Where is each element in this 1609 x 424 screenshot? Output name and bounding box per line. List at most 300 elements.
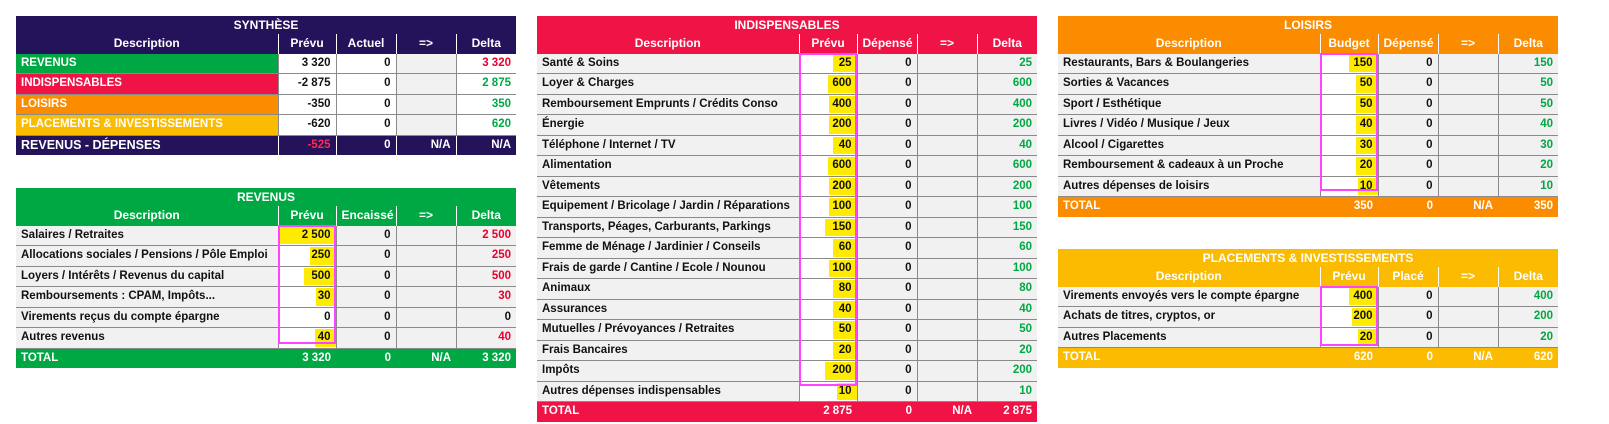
placements-row-actuel[interactable]: 0 (1378, 307, 1438, 328)
indispensables-row-prevu-value: 100 (832, 200, 852, 212)
loisirs-row-actuel[interactable]: 0 (1378, 135, 1438, 156)
synthese-actuel[interactable]: 0 (336, 74, 396, 95)
indispensables-row-prevu[interactable] (799, 238, 857, 259)
placements-row (1058, 307, 1558, 328)
synthese-delta[interactable]: 350 (456, 94, 516, 115)
indispensables-row-actuel[interactable]: 0 (857, 279, 917, 300)
indispensables-row-arrow[interactable] (917, 74, 977, 95)
loisirs-row-prevu[interactable] (1320, 156, 1378, 177)
loisirs-row-actuel[interactable]: 0 (1378, 74, 1438, 95)
revenus-row-actuel[interactable]: 0 (336, 287, 396, 308)
placements-row (1058, 327, 1558, 348)
indispensables-row-prevu[interactable] (799, 320, 857, 341)
indispensables-row-actuel[interactable]: 0 (857, 381, 917, 402)
indispensables-row (537, 217, 1037, 238)
loisirs-row-actuel[interactable]: 0 (1378, 54, 1438, 74)
placements-header-prevu: Prévu (1320, 267, 1378, 287)
loisirs-table (1058, 16, 1558, 217)
indispensables-row-prevu[interactable] (799, 176, 857, 197)
indispensables-row-label[interactable]: Animaux (537, 279, 799, 300)
indispensables-row-delta[interactable]: 60 (977, 238, 1037, 259)
revenus-row-arrow[interactable] (396, 328, 456, 349)
synthese-delta[interactable]: 2 875 (456, 74, 516, 95)
revenus-row-actuel[interactable]: 0 (336, 266, 396, 287)
indispensables-row-prevu-value: 200 (832, 118, 852, 130)
loisirs-row-arrow[interactable] (1438, 115, 1498, 136)
indispensables-row (537, 54, 1037, 74)
indispensables-row-prevu-value: 25 (838, 56, 852, 69)
synthese-label-revenus[interactable]: REVENUS (16, 54, 278, 74)
revenus-row-label[interactable]: Allocations sociales / Pensions / Pôle Emploi (16, 246, 278, 267)
indispensables-row-prevu-value: 10 (838, 384, 852, 397)
indispensables-row-actuel[interactable]: 0 (857, 197, 917, 218)
revenus-row-arrow[interactable] (396, 226, 456, 246)
revenus-row-arrow[interactable] (396, 246, 456, 267)
indispensables-row-actuel[interactable]: 0 (857, 156, 917, 177)
synthese-row-indispensables (16, 74, 516, 95)
indispensables-row-label[interactable]: Impôts (537, 361, 799, 382)
revenus-header-prevu: Prévu (278, 206, 336, 226)
indispensables-row (537, 238, 1037, 259)
indispensables-row-label[interactable]: Equipement / Bricolage / Jardin / Réparations (537, 197, 799, 218)
loisirs-row-delta[interactable]: 50 (1498, 74, 1558, 95)
indispensables-row-delta[interactable]: 200 (977, 176, 1037, 197)
indispensables-row-delta[interactable]: 100 (977, 197, 1037, 218)
placements-row-prevu[interactable] (1320, 307, 1378, 328)
indispensables-row-delta[interactable]: 150 (977, 217, 1037, 238)
placements-total-prevu: 620 (1353, 351, 1373, 363)
indispensables-row-prevu-value: 100 (832, 261, 852, 274)
revenus-row-prevu-value: 500 (311, 269, 331, 282)
indispensables-row-label[interactable]: Téléphone / Internet / TV (537, 135, 799, 156)
placements-row-delta[interactable]: 400 (1498, 287, 1558, 307)
synthese-row-balance (16, 135, 516, 155)
revenus-row (16, 226, 516, 246)
indispensables-row-prevu-value: 200 (832, 179, 852, 192)
indispensables-row-label[interactable]: Énergie (537, 115, 799, 136)
revenus-row-delta[interactable]: 30 (456, 287, 516, 308)
loisirs-row-delta[interactable]: 30 (1498, 135, 1558, 156)
indispensables-row (537, 197, 1037, 218)
loisirs-row-prevu[interactable] (1320, 115, 1378, 136)
loisirs-row (1058, 94, 1558, 115)
loisirs-row-prevu-value: 20 (1359, 159, 1373, 171)
loisirs-row-prevu[interactable] (1320, 94, 1378, 115)
loisirs-row-label[interactable]: Alcool / Cigarettes (1058, 135, 1320, 156)
indispensables-row-actuel[interactable]: 0 (857, 340, 917, 361)
placements-row-arrow[interactable] (1438, 327, 1498, 348)
loisirs-row (1058, 74, 1558, 95)
loisirs-row-prevu-value: 10 (1359, 179, 1373, 192)
indispensables-row-label[interactable]: Vêtements (537, 176, 799, 197)
placements-row-prevu[interactable] (1320, 327, 1378, 348)
indispensables-row-arrow[interactable] (917, 279, 977, 300)
indispensables-row-prevu[interactable] (799, 135, 857, 156)
placements-row-delta[interactable]: 20 (1498, 327, 1558, 348)
indispensables-row (537, 156, 1037, 177)
revenus-row-prevu-value: 0 (324, 310, 331, 323)
indispensables-row-actuel[interactable]: 0 (857, 176, 917, 197)
loisirs-row-label[interactable]: Autres dépenses de loisirs (1058, 176, 1320, 197)
revenus-row-actuel[interactable]: 0 (336, 307, 396, 328)
indispensables-row-label[interactable]: Femme de Ménage / Jardinier / Conseils (537, 238, 799, 259)
indispensables-row-delta[interactable]: 80 (977, 279, 1037, 300)
indispensables-row-label[interactable]: Loyer & Charges (537, 74, 799, 95)
loisirs-row-prevu-value: 150 (1353, 56, 1373, 69)
loisirs-row-label[interactable]: Livres / Vidéo / Musique / Jeux (1058, 115, 1320, 136)
indispensables-total-actuel: 0 (905, 405, 912, 417)
indispensables-row-prevu-value: 80 (838, 282, 852, 294)
revenus-total-delta: 3 320 (482, 351, 511, 364)
loisirs-row-delta[interactable]: 50 (1498, 94, 1558, 115)
synthese-delta[interactable]: 3 320 (456, 54, 516, 74)
indispensables-total-label: TOTAL (542, 405, 580, 417)
indispensables-row-arrow[interactable] (917, 217, 977, 238)
indispensables-row-prevu[interactable] (799, 340, 857, 361)
indispensables-row-prevu[interactable] (799, 94, 857, 115)
indispensables-row-prevu[interactable] (799, 299, 857, 320)
indispensables-row-arrow[interactable] (917, 115, 977, 136)
indispensables-row-actuel[interactable]: 0 (857, 299, 917, 320)
indispensables-row-delta[interactable]: 200 (977, 115, 1037, 136)
synthese-header-description: Description (16, 34, 278, 54)
synthese-table (16, 16, 516, 155)
revenus-row-prevu[interactable] (278, 307, 336, 328)
revenus-row-prevu[interactable] (278, 266, 336, 287)
indispensables-row (537, 340, 1037, 361)
synthese-balance-prevu[interactable]: -525 (278, 135, 336, 155)
revenus-row-actuel[interactable]: 0 (336, 246, 396, 267)
synthese-arrow[interactable] (396, 94, 456, 115)
indispensables-row-actuel[interactable]: 0 (857, 238, 917, 259)
placements-total-row (1058, 348, 1558, 368)
revenus-row-prevu-value: 2 500 (301, 228, 331, 241)
placements-row-actuel[interactable]: 0 (1378, 287, 1438, 307)
revenus-row-delta[interactable]: 0 (456, 307, 516, 328)
indispensables-row-arrow[interactable] (917, 299, 977, 320)
placements-row-arrow[interactable] (1438, 287, 1498, 307)
indispensables-row-prevu-value: 40 (838, 138, 852, 151)
synthese-prevu[interactable]: 3 320 (278, 54, 336, 74)
indispensables-total-arrow: N/A (952, 405, 972, 417)
revenus-row (16, 307, 516, 328)
indispensables-row-actuel[interactable]: 0 (857, 74, 917, 95)
loisirs-header-delta: Delta (1498, 34, 1558, 54)
synthese-header-delta: Delta (456, 34, 516, 54)
synthese-arrow[interactable] (396, 54, 456, 74)
loisirs-row-arrow[interactable] (1438, 94, 1498, 115)
indispensables-row-actuel[interactable]: 0 (857, 94, 917, 115)
loisirs-row (1058, 156, 1558, 177)
indispensables-row-delta[interactable]: 40 (977, 135, 1037, 156)
synthese-header-arrow: => (396, 34, 456, 54)
revenus-row-prevu[interactable] (278, 287, 336, 308)
loisirs-row-label[interactable]: Sport / Esthétique (1058, 94, 1320, 115)
revenus-row-prevu[interactable] (278, 246, 336, 267)
revenus-row-delta[interactable]: 2 500 (456, 226, 516, 246)
revenus-row-prevu-value: 250 (311, 249, 331, 261)
loisirs-row-prevu-value: 50 (1359, 97, 1373, 110)
indispensables-row (537, 381, 1037, 402)
indispensables-row-prevu-value: 40 (838, 302, 852, 315)
loisirs-header-arrow: => (1438, 34, 1498, 54)
synthese-header-actuel: Actuel (336, 34, 396, 54)
indispensables-row-delta[interactable]: 100 (977, 258, 1037, 279)
indispensables-title: INDISPENSABLES (537, 16, 1037, 34)
placements-row-delta[interactable]: 200 (1498, 307, 1558, 328)
indispensables-row-delta[interactable]: 400 (977, 94, 1037, 115)
loisirs-total-actuel: 0 (1426, 200, 1433, 212)
indispensables-row-prevu[interactable] (799, 258, 857, 279)
placements-header-description: Description (1155, 269, 1222, 283)
indispensables-row-delta[interactable]: 40 (977, 299, 1037, 320)
placements-row-prevu-value: 200 (1353, 310, 1373, 322)
loisirs-row-delta[interactable]: 10 (1498, 176, 1558, 197)
indispensables-row-arrow[interactable] (917, 197, 977, 218)
indispensables-total-prevu: 2 875 (823, 405, 852, 417)
indispensables-row-actuel[interactable]: 0 (857, 135, 917, 156)
loisirs-row-actuel[interactable]: 0 (1378, 156, 1438, 177)
loisirs-row-arrow[interactable] (1438, 135, 1498, 156)
indispensables-row (537, 176, 1037, 197)
synthese-label-placements[interactable]: PLACEMENTS & INVESTISSEMENTS (16, 115, 278, 136)
loisirs-row-delta[interactable]: 150 (1498, 54, 1558, 74)
indispensables-row (537, 94, 1037, 115)
indispensables-row-arrow[interactable] (917, 258, 977, 279)
synthese-prevu[interactable]: -350 (278, 94, 336, 115)
revenus-row (16, 287, 516, 308)
synthese-arrow[interactable] (396, 115, 456, 136)
placements-row-label[interactable]: Virements envoyés vers le compte épargne (1058, 287, 1320, 307)
loisirs-row-prevu[interactable] (1320, 74, 1378, 95)
placements-row-prevu-value: 400 (1353, 289, 1373, 302)
indispensables-row-label[interactable]: Frais de garde / Cantine / Ecole / Nounou (537, 258, 799, 279)
synthese-actuel[interactable]: 0 (336, 115, 396, 136)
indispensables-row-label[interactable]: Assurances (537, 299, 799, 320)
indispensables-row-actuel[interactable]: 0 (857, 320, 917, 341)
indispensables-row-prevu-value: 60 (838, 241, 852, 253)
indispensables-row-actuel[interactable]: 0 (857, 54, 917, 74)
loisirs-row-prevu-value: 30 (1359, 138, 1373, 151)
revenus-total-prevu: 3 320 (302, 351, 331, 364)
synthese-balance-delta[interactable]: N/A (456, 135, 516, 155)
placements-total-actuel: 0 (1426, 351, 1433, 363)
revenus-row-label[interactable]: Loyers / Intérêts / Revenus du capital (16, 266, 278, 287)
indispensables-row (537, 299, 1037, 320)
indispensables-row-label[interactable]: Transports, Péages, Carburants, Parkings (537, 217, 799, 238)
loisirs-row-arrow[interactable] (1438, 54, 1498, 74)
indispensables-row-prevu-value: 600 (832, 77, 852, 89)
loisirs-row-prevu-value: 40 (1359, 118, 1373, 130)
placements-row-arrow[interactable] (1438, 307, 1498, 328)
revenus-table (16, 188, 516, 368)
indispensables-row-prevu[interactable] (799, 74, 857, 95)
synthese-label-indispensables[interactable]: INDISPENSABLES (16, 74, 278, 95)
synthese-row-loisirs (16, 94, 516, 115)
revenus-row-prevu-value: 40 (317, 331, 331, 343)
revenus-row-delta[interactable]: 250 (456, 246, 516, 267)
placements-row-prevu[interactable] (1320, 287, 1378, 307)
loisirs-row-label[interactable]: Sorties & Vacances (1058, 74, 1320, 95)
revenus-header-arrow: => (396, 206, 456, 226)
indispensables-row-arrow[interactable] (917, 156, 977, 177)
loisirs-row-delta[interactable]: 40 (1498, 115, 1558, 136)
placements-header-delta: Delta (1498, 267, 1558, 287)
indispensables-row (537, 320, 1037, 341)
indispensables-row-label[interactable]: Mutuelles / Prévoyances / Retraites (537, 320, 799, 341)
indispensables-row-prevu[interactable] (799, 381, 857, 402)
indispensables-row-actuel[interactable]: 0 (857, 361, 917, 382)
indispensables-row-prevu[interactable] (799, 115, 857, 136)
loisirs-row (1058, 176, 1558, 197)
placements-total-delta: 620 (1533, 351, 1553, 363)
indispensables-row-delta[interactable]: 600 (977, 74, 1037, 95)
revenus-row-actuel[interactable]: 0 (336, 226, 396, 246)
indispensables-header-arrow: => (917, 34, 977, 54)
indispensables-row-label[interactable]: Santé & Soins (537, 54, 799, 74)
loisirs-row-label[interactable]: Remboursement & cadeaux à un Proche (1058, 156, 1320, 177)
loisirs-row-actuel[interactable]: 0 (1378, 94, 1438, 115)
revenus-row-label[interactable]: Salaires / Retraites (16, 226, 278, 246)
indispensables-row-prevu[interactable] (799, 279, 857, 300)
indispensables-row-actuel[interactable]: 0 (857, 115, 917, 136)
loisirs-row-arrow[interactable] (1438, 74, 1498, 95)
indispensables-row-label[interactable]: Alimentation (537, 156, 799, 177)
indispensables-row-arrow[interactable] (917, 320, 977, 341)
indispensables-row-arrow[interactable] (917, 340, 977, 361)
indispensables-row-label[interactable]: Autres dépenses indispensables (537, 381, 799, 402)
revenus-row-label[interactable]: Remboursements : CPAM, Impôts... (16, 287, 278, 308)
indispensables-table (537, 16, 1037, 422)
revenus-total-row (16, 348, 516, 368)
indispensables-row-actuel[interactable]: 0 (857, 258, 917, 279)
loisirs-header-budget: Budget (1320, 34, 1378, 54)
synthese-prevu[interactable]: -620 (278, 115, 336, 136)
indispensables-row-arrow[interactable] (917, 381, 977, 402)
revenus-row-label[interactable]: Autres revenus (16, 328, 278, 349)
placements-table (1058, 249, 1558, 368)
synthese-prevu[interactable]: -2 875 (278, 74, 336, 95)
revenus-row (16, 246, 516, 267)
revenus-header-encaisse: Encaissé (336, 206, 396, 226)
indispensables-row-arrow[interactable] (917, 238, 977, 259)
indispensables-row (537, 74, 1037, 95)
loisirs-row-prevu[interactable] (1320, 176, 1378, 197)
placements-total-arrow: N/A (1473, 351, 1493, 363)
loisirs-row-label[interactable]: Restaurants, Bars & Boulangeries (1058, 54, 1320, 74)
synthese-balance-label[interactable]: REVENUS - DÉPENSES (16, 135, 278, 155)
indispensables-row-arrow[interactable] (917, 176, 977, 197)
indispensables-row-delta[interactable]: 25 (977, 54, 1037, 74)
indispensables-total-row (537, 402, 1037, 422)
loisirs-row-arrow[interactable] (1438, 176, 1498, 197)
revenus-row-prevu[interactable] (278, 226, 336, 246)
synthese-title: SYNTHÈSE (16, 16, 516, 34)
indispensables-row-delta[interactable]: 50 (977, 320, 1037, 341)
indispensables-row-prevu-value: 50 (838, 323, 852, 335)
indispensables-row-arrow[interactable] (917, 135, 977, 156)
revenus-title: REVENUS (16, 188, 516, 206)
revenus-row-arrow[interactable] (396, 266, 456, 287)
loisirs-total-prevu: 350 (1353, 200, 1373, 212)
indispensables-row-arrow[interactable] (917, 54, 977, 74)
revenus-row-actuel[interactable]: 0 (336, 328, 396, 349)
loisirs-row (1058, 135, 1558, 156)
synthese-actuel[interactable]: 0 (336, 94, 396, 115)
placements-row-label[interactable]: Achats de titres, cryptos, or (1058, 307, 1320, 328)
revenus-row (16, 266, 516, 287)
placements-row-label[interactable]: Autres Placements (1058, 327, 1320, 348)
placements-row-actuel[interactable]: 0 (1378, 327, 1438, 348)
synthese-row-revenus (16, 54, 516, 74)
synthese-balance-actuel[interactable]: 0 (336, 135, 396, 155)
indispensables-row-prevu-value: 150 (832, 220, 852, 233)
indispensables-row-prevu[interactable] (799, 361, 857, 382)
revenus-row-arrow[interactable] (396, 287, 456, 308)
loisirs-header-depense: Dépensé (1378, 34, 1438, 54)
synthese-row-placements (16, 115, 516, 136)
loisirs-total-label: TOTAL (1063, 200, 1101, 212)
revenus-row-arrow[interactable] (396, 307, 456, 328)
indispensables-header-delta: Delta (977, 34, 1037, 54)
indispensables-row (537, 279, 1037, 300)
revenus-total-actuel: 0 (384, 351, 391, 364)
loisirs-row-prevu[interactable] (1320, 54, 1378, 74)
synthese-actuel[interactable]: 0 (336, 54, 396, 74)
loisirs-row-arrow[interactable] (1438, 156, 1498, 177)
indispensables-row-prevu[interactable] (799, 217, 857, 238)
indispensables-header-description: Description (634, 36, 701, 50)
indispensables-row-delta[interactable]: 600 (977, 156, 1037, 177)
revenus-total-arrow: N/A (431, 351, 451, 364)
indispensables-row-prevu[interactable] (799, 156, 857, 177)
loisirs-row-delta[interactable]: 20 (1498, 156, 1558, 177)
indispensables-row-label[interactable]: Frais Bancaires (537, 340, 799, 361)
indispensables-row-prevu[interactable] (799, 54, 857, 74)
synthese-balance-arrow[interactable]: N/A (396, 135, 456, 155)
indispensables-row-label[interactable]: Remboursement Emprunts / Crédits Conso (537, 94, 799, 115)
revenus-row-delta[interactable]: 500 (456, 266, 516, 287)
revenus-header-delta: Delta (456, 206, 516, 226)
indispensables-row-delta[interactable]: 20 (977, 340, 1037, 361)
revenus-row-prevu[interactable] (278, 328, 336, 349)
indispensables-row-arrow[interactable] (917, 94, 977, 115)
placements-header-arrow: => (1438, 267, 1498, 287)
loisirs-total-arrow: N/A (1473, 200, 1493, 212)
indispensables-row (537, 361, 1037, 382)
revenus-row-delta[interactable]: 40 (456, 328, 516, 349)
indispensables-row (537, 258, 1037, 279)
placements-total-label: TOTAL (1063, 351, 1101, 363)
loisirs-row-prevu[interactable] (1320, 135, 1378, 156)
indispensables-row-arrow[interactable] (917, 361, 977, 382)
synthese-arrow[interactable] (396, 74, 456, 95)
indispensables-row-prevu-value: 20 (838, 343, 852, 356)
loisirs-row-prevu-value: 50 (1359, 77, 1373, 89)
synthese-delta[interactable]: 620 (456, 115, 516, 136)
loisirs-row-actuel[interactable]: 0 (1378, 115, 1438, 136)
indispensables-row-prevu-value: 200 (832, 364, 852, 376)
loisirs-row-actuel[interactable]: 0 (1378, 176, 1438, 197)
synthese-label-loisirs[interactable]: LOISIRS (16, 94, 278, 115)
loisirs-total-row (1058, 197, 1558, 217)
indispensables-row-prevu[interactable] (799, 197, 857, 218)
indispensables-row-actuel[interactable]: 0 (857, 217, 917, 238)
revenus-total-label: TOTAL (21, 351, 59, 364)
indispensables-row-delta[interactable]: 200 (977, 361, 1037, 382)
revenus-row-label[interactable]: Virements reçus du compte épargne (16, 307, 278, 328)
indispensables-row-delta[interactable]: 10 (977, 381, 1037, 402)
